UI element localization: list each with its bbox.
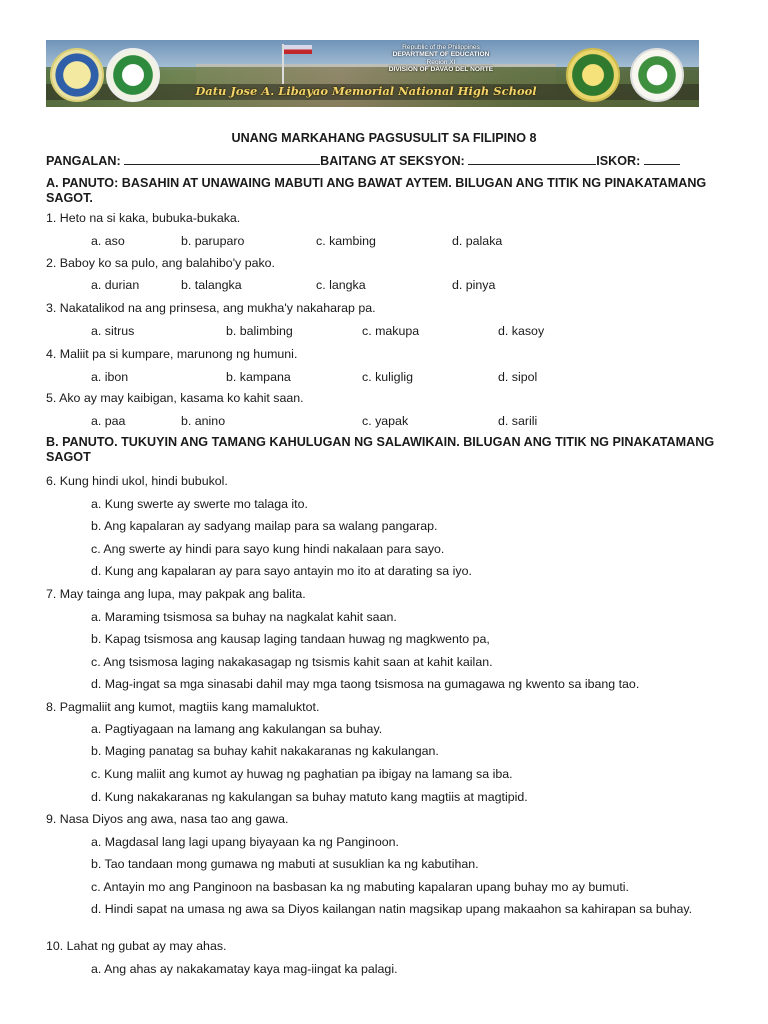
choice-6d[interactable]: d. Kung ang kapalaran ay para sayo antayin mo ito at darating sa iyo. — [91, 564, 472, 578]
division-seal-logo — [106, 48, 160, 102]
exam-title: UNANG MARKAHANG PAGSUSULIT SA FILIPINO 8 — [231, 131, 537, 145]
choice-9d[interactable]: d. Hindi sapat na umasa ng awa sa Diyos kailangan natin magsikap upang makaahon sa kahirapan sa buhay. — [91, 902, 693, 916]
choice-7b[interactable]: b. Kapag tsismosa ang kausap laging tandaan huwag ng magkwento pa, — [91, 632, 490, 646]
choice-1d[interactable]: d. palaka — [452, 234, 503, 248]
question-10: 10. Lahat ng gubat ay may ahas. — [46, 939, 227, 953]
question-8: 8. Pagmaliit ang kumot, magtiis kang mamaluktot. — [46, 700, 320, 714]
choice-1a[interactable]: a. aso — [91, 234, 125, 248]
deped-address-block — [346, 44, 536, 74]
choice-9b[interactable]: b. Tao tandaan mong gumawa ng mabuti at susuklian ka ng kabutihan. — [91, 857, 479, 871]
choice-5a[interactable]: a. paa — [91, 414, 126, 428]
choice-5d[interactable]: d. sarili — [498, 414, 538, 428]
region-text: Region XI — [426, 58, 456, 66]
choice-8c[interactable]: c. Kung maliit ang kumot ay huwag ng paghatian pa ibigay na lamang sa iba. — [91, 767, 513, 781]
choice-3d[interactable]: d. kasoy — [498, 324, 545, 338]
question-4: 4. Maliit pa si kumpare, marunong ng humuni. — [46, 347, 298, 361]
school-header-banner — [46, 40, 699, 107]
choice-2b[interactable]: b. talangka — [181, 278, 242, 292]
choice-8b[interactable]: b. Maging panatag sa buhay kahit nakakaranas ng kakulangan. — [91, 744, 439, 758]
department-text: DEPARTMENT OF EDUCATION — [392, 51, 490, 59]
choice-1b[interactable]: b. paruparo — [181, 234, 245, 248]
school-name: Datu Jose A. Libayao Memorial National High School — [195, 84, 537, 98]
question-2: 2. Baboy ko sa pulo, ang balahibo'y pako. — [46, 256, 276, 270]
name-label: PANGALAN — [46, 154, 117, 168]
choice-8d[interactable]: d. Kung nakakaranas ng kakulangan sa buhay matuto kang magtiis at magtipid. — [91, 790, 528, 804]
deped-seal-logo — [50, 48, 104, 102]
question-3: 3. Nakatalikod na ang prinsesa, ang mukha'y nakaharap pa. — [46, 301, 376, 315]
student-info-line: PANGALAN: BAITANG AT SEKSYON: ISKOR: — [46, 153, 680, 168]
choice-10a[interactable]: a. Ang ahas ay nakakamatay kaya mag-iingat ka palagi. — [91, 962, 398, 976]
choice-7d[interactable]: d. Mag-ingat sa mga sinasabi dahil may mga taong tsismosa na gumagawa ng kwento sa ibang tao. — [91, 677, 640, 691]
section-blank[interactable] — [468, 153, 596, 165]
choice-9a[interactable]: a. Magdasal lang lagi upang biyayaan ka ng Panginoon. — [91, 835, 399, 849]
choice-5c[interactable]: c. yapak — [362, 414, 409, 428]
choice-5b[interactable]: b. anino — [181, 414, 226, 428]
score-blank[interactable] — [644, 153, 680, 165]
question-7: 7. May tainga ang lupa, may pakpak ang balita. — [46, 587, 306, 601]
republic-text: Republic of the Philippines — [402, 44, 480, 51]
choice-6a[interactable]: a. Kung swerte ay swerte mo talaga ito. — [91, 497, 308, 511]
question-5: 5. Ako ay may kaibigan, kasama ko kahit saan. — [46, 391, 304, 405]
choice-9c[interactable]: c. Antayin mo ang Panginoon na basbasan ka ng mabuting kapalaran upang buhay mo ay bumuti. — [91, 880, 629, 894]
choice-4a[interactable]: a. ibon — [91, 370, 129, 384]
choice-3c[interactable]: c. makupa — [362, 324, 420, 338]
name-blank[interactable] — [124, 153, 320, 165]
question-1: 1. Heto na si kaka, bubuka-bukaka. — [46, 211, 241, 225]
choice-2a[interactable]: a. durian — [91, 278, 140, 292]
choice-3a[interactable]: a. sitrus — [91, 324, 135, 338]
philippine-flag-icon — [284, 45, 312, 54]
part-b-instruction: B. PANUTO. TUKUYIN ANG TAMANG KAHULUGAN NG SALAWIKAIN. BILUGAN ANG TITIK NG PINAKATAMANG SAGOT — [46, 435, 715, 464]
choice-4d[interactable]: d. sipol — [498, 370, 538, 384]
choice-6b[interactable]: b. Ang kapalaran ay sadyang mailap para sa walang pangarap. — [91, 519, 438, 533]
question-9: 9. Nasa Diyos ang awa, nasa tao ang gawa. — [46, 812, 289, 826]
choice-4c[interactable]: c. kuliglig — [362, 370, 413, 384]
municipal-seal-logo — [630, 48, 684, 102]
choice-2d[interactable]: d. pinya — [452, 278, 496, 292]
division-text: DIVISION OF DAVAO DEL NORTE — [388, 66, 494, 74]
choice-2c[interactable]: c. langka — [316, 278, 366, 292]
choice-7a[interactable]: a. Maraming tsismosa sa buhay na nagkalat kahit saan. — [91, 610, 397, 624]
choice-6c[interactable]: c. Ang swerte ay hindi para sayo kung hindi nakalaan para sayo. — [91, 542, 445, 556]
question-6: 6. Kung hindi ukol, hindi bubukol. — [46, 474, 228, 488]
score-label: ISKOR: — [596, 154, 641, 168]
choice-8a[interactable]: a. Pagtiyagaan na lamang ang kakulangan sa buhay. — [91, 722, 383, 736]
choice-7c[interactable]: c. Ang tsismosa laging nakakasagap ng tsismis kahit saan at kahit kailan. — [91, 655, 493, 669]
section-label: BAITANG AT SEKSYON — [320, 154, 461, 168]
part-a-instruction: A. PANUTO: BASAHIN AT UNAWAING MABUTI ANG BAWAT AYTEM. BILUGAN ANG TITIK NG PINAKATAMANG SAGOT. — [46, 176, 707, 205]
choice-1c[interactable]: c. kambing — [316, 234, 376, 248]
choice-3b[interactable]: b. balimbing — [226, 324, 293, 338]
choice-4b[interactable]: b. kampana — [226, 370, 291, 384]
